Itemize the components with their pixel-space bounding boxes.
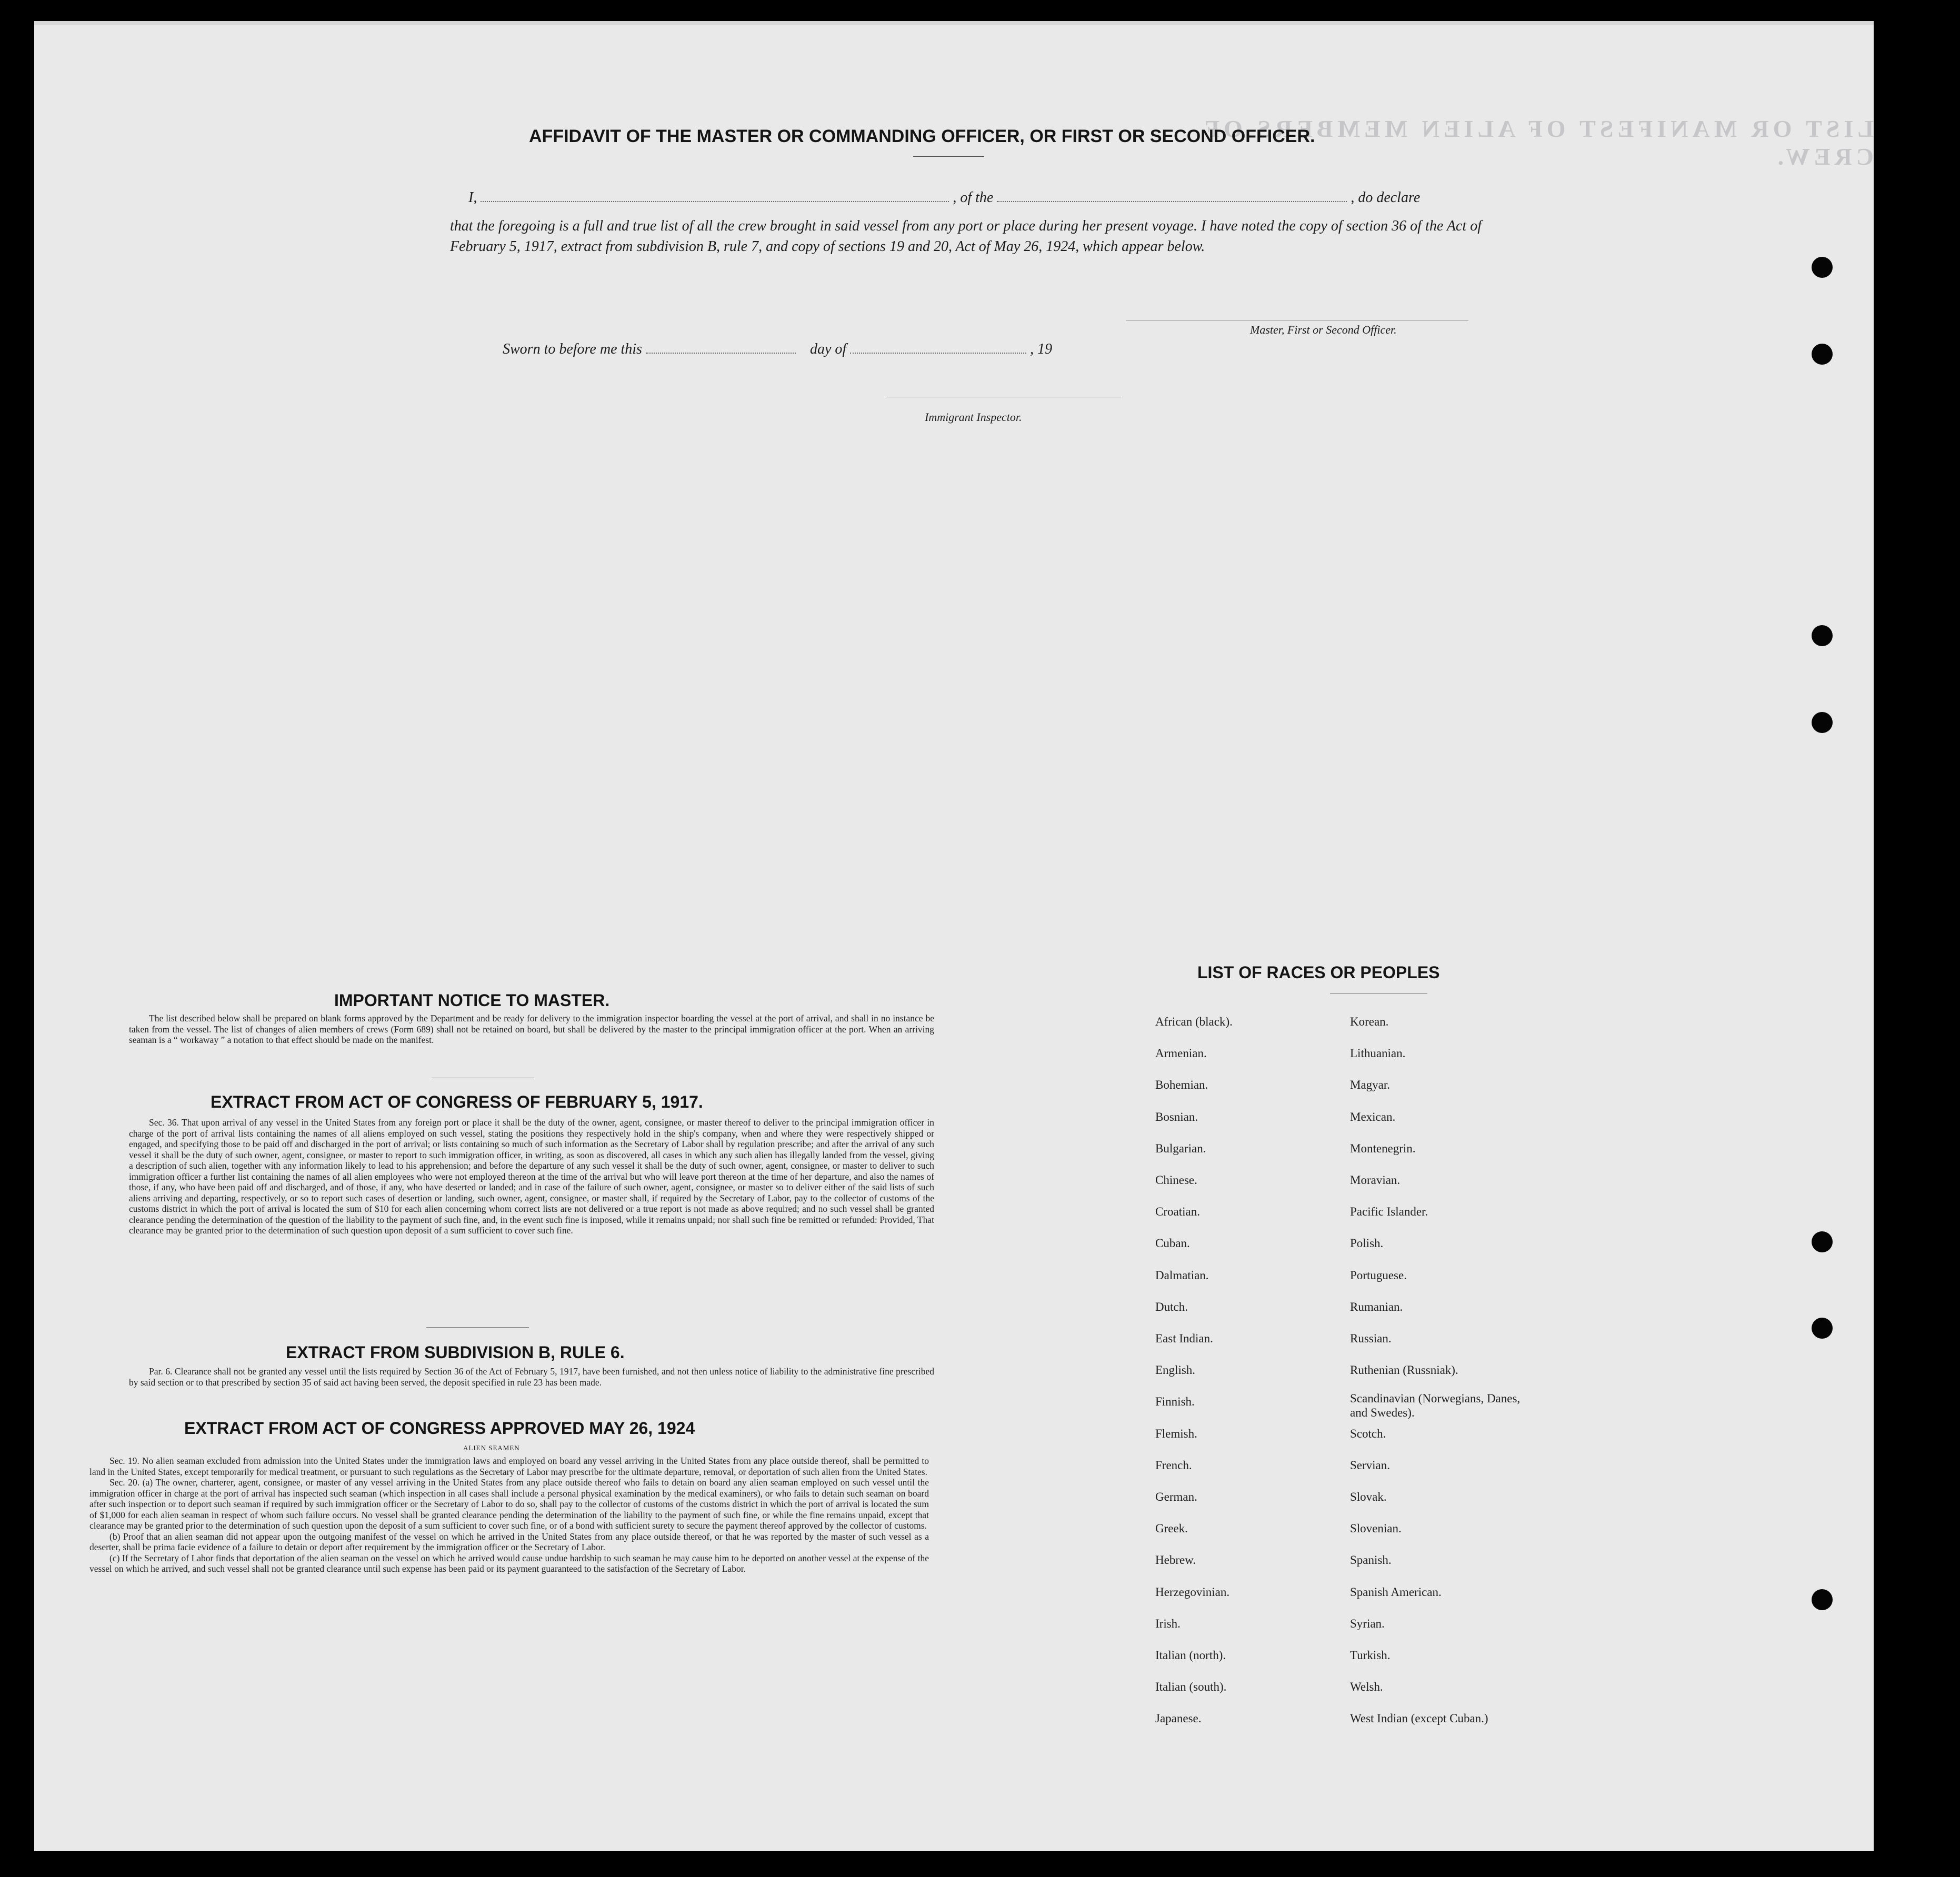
- race-item: East Indian.: [1155, 1332, 1213, 1345]
- race-item: Finnish.: [1155, 1395, 1195, 1409]
- race-item: Greek.: [1155, 1522, 1188, 1535]
- race-item: West Indian (except Cuban.): [1350, 1712, 1488, 1725]
- race-item: French.: [1155, 1458, 1192, 1472]
- race-item: Flemish.: [1155, 1427, 1197, 1440]
- race-item: Dalmatian.: [1155, 1268, 1209, 1282]
- race-item: Magyar.: [1350, 1078, 1391, 1092]
- race-item: Spanish American.: [1350, 1585, 1442, 1599]
- declare-label: , do declare: [1351, 189, 1421, 206]
- rule-6-text: [129, 1366, 934, 1388]
- punch-hole: [1812, 1231, 1833, 1252]
- extract-1917-title: EXTRACT FROM ACT OF CONGRESS OF FEBRUARY 5, 1917.: [211, 1092, 703, 1111]
- race-item: Turkish.: [1350, 1649, 1391, 1662]
- bleed-through-heading: LIST OR MANIFEST OF ALIEN MEMBERS OF CREW.: [1201, 115, 1874, 170]
- race-item: English.: [1155, 1363, 1196, 1377]
- race-item: Chinese.: [1155, 1173, 1197, 1187]
- punch-hole: [1812, 257, 1833, 278]
- race-item: Syrian.: [1350, 1617, 1385, 1630]
- race-item: Scandinavian (Norwegians, Danes, and Swedes).: [1350, 1392, 1521, 1420]
- sworn-label: Sworn to before me this: [503, 341, 642, 357]
- sworn-line: [503, 341, 1052, 358]
- race-item: Spanish.: [1350, 1553, 1392, 1567]
- race-item: Russian.: [1350, 1332, 1392, 1345]
- section-19-paragraph: Sec. 19. No alien seaman excluded from admission into the United States under the immigration laws and employed on board any vessel arriving in the United States from any place outside thereof, shall be permitted to land in the United States, except temporarily for medical treatment, or pursuant to such regulations as the Secretary of Labor may prescribe for the ultimate departure, removal, or deportation of such alien from the United States.: [89, 1456, 929, 1477]
- race-item: Italian (south).: [1155, 1680, 1227, 1694]
- punch-hole: [1812, 712, 1833, 733]
- race-item: Bohemian.: [1155, 1078, 1208, 1092]
- extract-1917-text: [129, 1117, 934, 1236]
- race-item: Rumanian.: [1350, 1300, 1403, 1313]
- race-item: Cuban.: [1155, 1237, 1190, 1250]
- section-36-paragraph: Sec. 36. That upon arrival of any vessel in the United States from any foreign port or place it shall be the duty of the owner, agent, consignee, or master thereof to deliver to the principal immigration officer in charge of the port of arrival lists containing the names of all aliens employed on such vessel, stating the positions they respectively hold in the ship's company, when and where they were respectively shipped or engaged, and specifying those to be paid off and discharged in the port of arrival; or lists containing so much of such information as the Secretary of Labor shall by regulation prescribe; and after the arrival of any such vessel it shall be the duty of such owner, agent, consignee, or master to report to such immigration officer, in writing, as soon as discovered, all cases in which any such alien has illegally landed from the vessel, giving a description of such alien, together with any information likely to lead to his apprehension; and before the departure of any such vessel it shall be the duty of such owner, agent, consignee, or master to deliver to such immigration officer a further list containing the names of all alien employees who were not employed thereon at the time of the arrival but who will leave port thereon at the time of her departure, and also the names of those, if any, who have been paid off and discharged, and of those, if any, who have deserted or landed; and in case of the failure of such owner, agent, consignee, or master so to deliver either of the said lists of such aliens arriving and departing, respectively, or so to report such cases of desertion or landing, such owner, agent, consignee, or master shall, if required by the Secretary of Labor, pay to the collector of customs of the customs district in which the port of arrival is located the sum of $10 for each alien concerning whom correct lists are not delivered or a true report is not made as above required; and no such vessel shall be granted clearance pending the determination of the question of the liability to the payment of such fine, and, in the event such fine is imposed, while it remains unpaid; nor shall such fine be remitted or refunded: Provided, That clearance may be granted prior to the determination of such question upon deposit of a sum sufficient to cover such fine.: [129, 1117, 934, 1236]
- race-item: Montenegrin.: [1350, 1141, 1416, 1155]
- vessel-name-field[interactable]: [997, 197, 1347, 202]
- master-caption: Master, First or Second Officer.: [1250, 323, 1397, 336]
- races-title: LIST OF RACES OR PEOPLES: [1197, 963, 1440, 982]
- section-20b-paragraph: (b) Proof that an alien seaman did not appear upon the outgoing manifest of the vessel on which he arrived in the United States from any place outside thereof, or that he was reported by the master of such vessel as a deserter, shall be prima facie evidence of a failure to detain or deport after requirement by the immigration officer or the Secretary of Labor.: [89, 1531, 929, 1552]
- race-item: Slovenian.: [1350, 1522, 1402, 1535]
- inspector-caption: Immigrant Inspector.: [925, 410, 1022, 424]
- race-item: Croatian.: [1155, 1205, 1200, 1219]
- document-sheet: [34, 25, 1874, 1851]
- race-item: Ruthenian (Russniak).: [1350, 1363, 1458, 1377]
- race-item: Herzegovinian.: [1155, 1585, 1230, 1599]
- race-item: Mexican.: [1350, 1110, 1396, 1123]
- race-item: German.: [1155, 1490, 1197, 1503]
- race-item: Japanese.: [1155, 1712, 1202, 1725]
- race-item: African (black).: [1155, 1015, 1233, 1028]
- divider: [913, 156, 984, 157]
- affidavit-title: AFFIDAVIT OF THE MASTER OR COMMANDING OFFICER, OR FIRST OR SECOND OFFICER.: [529, 126, 1315, 146]
- notice-text: [129, 1013, 934, 1046]
- extract-1924-title: EXTRACT FROM ACT OF CONGRESS APPROVED MAY 26, 1924: [184, 1419, 695, 1438]
- section-20a-paragraph: Sec. 20. (a) The owner, charterer, agent, consignee, or master of any vessel arriving in the United States from any place outside thereof who fails to detain on board any alien seaman employed on such vessel until the immigration officer in charge at the port of arrival has inspected such seaman (which inspection in all cases shall include a personal physical examination by the medical examiners), or who fails to detain such seaman on board after such inspection or to deport such seaman if required by such immigration officer or the Secretary of Labor to do so, shall pay to the collector of customs of the customs district in which the port of arrival is located the sum of $1,000 for each alien seaman in respect of whom such failure occurs. No vessel shall be granted clearance pending the determination of the liability to the payment of such fine, or while the fine remains unpaid, except that clearance may be granted prior to the determination of such question upon the deposit of a sum sufficient to cover such fine, or of a bond with sufficient surety to secure the payment thereof approved by the collector of customs.: [89, 1477, 929, 1531]
- race-item: Polish.: [1350, 1237, 1384, 1250]
- race-item: Italian (north).: [1155, 1649, 1226, 1662]
- race-item: Dutch.: [1155, 1300, 1188, 1313]
- race-item: Bulgarian.: [1155, 1141, 1206, 1155]
- affidavit-body: that the foregoing is a full and true list of all the crew brought in said vessel from any port or place during her present voyage. I have noted the copy of section 36 of the Act of February 5, 1917, extract from subdivision B, rule 7, and copy of sections 19 and 20, Act of May 26, 1924, which appear below.: [450, 218, 1482, 255]
- rule-6-title: EXTRACT FROM SUBDIVISION B, RULE 6.: [286, 1343, 625, 1362]
- race-item: Portuguese.: [1350, 1268, 1407, 1282]
- sworn-month-field[interactable]: [850, 348, 1026, 354]
- day-of-label: day of: [809, 341, 847, 357]
- punch-hole: [1812, 625, 1833, 646]
- divider: [426, 1327, 529, 1328]
- year-label: , 19: [1030, 341, 1053, 357]
- race-item: Moravian.: [1350, 1173, 1401, 1187]
- notice-paragraph: The list described below shall be prepared on blank forms approved by the Department and be ready for delivery to the immigration inspector boarding the vessel at the port of arrival, and shall in no instance be taken from the vessel. The list of changes of alien members of crews (Form 689) shall not be retained on board, but shall be delivered by the master to the principal immigration officer at the port. When an arriving seaman is a “ workaway ” a notation to that effect should be made on the manifest.: [129, 1013, 934, 1045]
- race-item: Slovak.: [1350, 1490, 1387, 1503]
- declarant-name-field[interactable]: [481, 197, 949, 202]
- affidavit-declaration-line: [468, 189, 1420, 206]
- race-item: Armenian.: [1155, 1047, 1207, 1060]
- extract-1924-text: [89, 1456, 929, 1574]
- divider: [1330, 993, 1427, 994]
- race-item: Lithuanian.: [1350, 1047, 1406, 1060]
- race-item: Hebrew.: [1155, 1553, 1196, 1567]
- declarant-label: I,: [468, 189, 477, 206]
- race-item: Korean.: [1350, 1015, 1389, 1028]
- section-20c-paragraph: (c) If the Secretary of Labor finds that deportation of the alien seaman on the vessel on which he arrived would cause undue hardship to such seaman he may cause him to be deported on another vessel at the expense of the vessel on which he arrived, and such vessel shall not be granted clearance until such expense has been paid or its payment guaranteed to the satisfaction of the Secretary of Labor.: [89, 1552, 929, 1574]
- rule-6-paragraph: Par. 6. Clearance shall not be granted any vessel until the lists required by Section 36 of the Act of February 5, 1917, have been furnished, and not then unless notice of liability to the administrative fine prescribed by said section or to that prescribed by section 35 of said act having been served, the deposit specified in rule 23 has been made.: [129, 1366, 934, 1388]
- alien-seamen-subtitle: ALIEN SEAMEN: [463, 1444, 520, 1452]
- punch-hole: [1812, 344, 1833, 365]
- punch-hole: [1812, 1589, 1833, 1610]
- race-item: Pacific Islander.: [1350, 1205, 1428, 1219]
- race-item: Bosnian.: [1155, 1110, 1198, 1123]
- vessel-of-label: , of the: [953, 189, 994, 206]
- race-item: Welsh.: [1350, 1680, 1383, 1694]
- race-item: Scotch.: [1350, 1427, 1386, 1440]
- punch-hole: [1812, 1318, 1833, 1339]
- sworn-day-field[interactable]: [646, 348, 796, 354]
- race-item: Irish.: [1155, 1617, 1181, 1630]
- notice-title: IMPORTANT NOTICE TO MASTER.: [334, 991, 610, 1010]
- race-item: Servian.: [1350, 1458, 1391, 1472]
